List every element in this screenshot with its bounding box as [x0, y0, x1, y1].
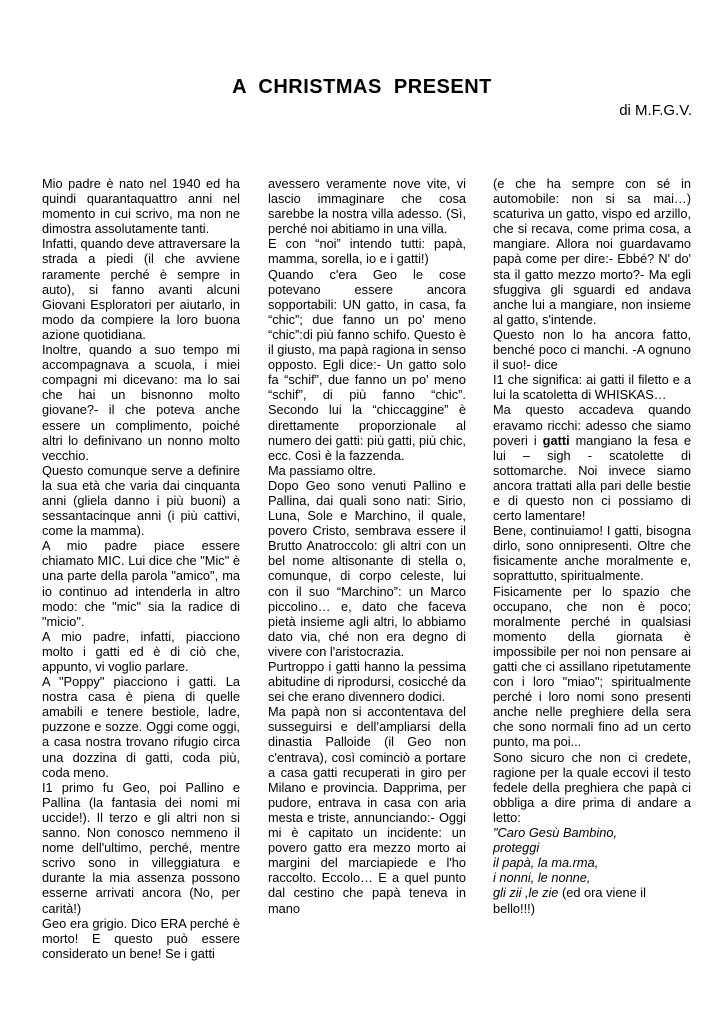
- author-byline: di M.F.G.V.: [619, 102, 692, 119]
- text-column-2: [268, 176, 466, 916]
- paragraph-end: mangiano la fesa e lui – sigh - scatolette di sottomarche. Noi invece siamo ancora trattati alla pari delle bestie e di questo non ci possiamo di certo lamentare!: [493, 432, 691, 524]
- paragraph: Infatti, quando deve attraversare la strada a piedi (il che avviene raramente perché è sempre in auto), si fanno avanti alcuni Giovani Esploratori per aiutarlo, in modo da compiere la loro buona azione quotidiana.: [42, 236, 240, 342]
- prayer-line: proteggi: [493, 840, 540, 856]
- prayer-line: gli zii ,le zie: [493, 885, 559, 901]
- paragraph: Dopo Geo sono venuti Pallino e Pallina, dai quali sono nati: Sirio, Luna, Sole e Marchino, il quale, povero Cristo, sembrava essere il Brutto Anatroccolo: gli altri con un bel nome altisonante di stella o, comunque, di corpo celeste, lui con il suo “Marchino”: un Marco piccolino… e, dato che faceva pietà insieme agli altri, lo abbiamo dato via, ché non era degno di vivere con l'aristocrazia.: [268, 477, 466, 659]
- paragraph: Questo comunque serve a definire la sua età che varia dai cinquanta anni (gliela danno i più buoni) a sessantacinque anni (i più cattivi, come la mamma).: [42, 462, 240, 539]
- bold-word: gatti: [542, 432, 570, 448]
- prayer-line: i nonni, le nonne,: [493, 870, 591, 886]
- paragraph: I1 che significa: ai gatti il filetto e a lui la scatoletta di WHISKAS…: [493, 372, 691, 403]
- paragraph: A "Poppy" piacciono i gatti. La nostra casa è piena di quelle amabili e tenere bestiole, ladre, puzzone e sozze. Oggi come oggi, a casa nostra trovano rifugio circa una dozzina di gatti, coda più, coda meno.: [42, 674, 240, 780]
- paragraph: [493, 402, 691, 523]
- paragraph: Questo non lo ha ancora fatto, benché poco ci manchi. -A ognuno il suo!- dice: [493, 326, 691, 373]
- text-column-1: [42, 176, 240, 961]
- paragraph: Ma passiamo oltre.: [268, 462, 377, 478]
- paragraph: Mio padre è nato nel 1940 ed ha quindi quarantaquattro anni nel momento in cui scrivo, ma non ne dimostra assolutamente tanti.: [42, 176, 240, 237]
- paragraph: (e che ha sempre con sé in automobile: non si sa mai…) scaturiva un gatto, vispo ed arzillo, che si recava, come prima cosa, a mangiare. Allora noi guardavamo papà come per dire:- Ebbé? N' do' sta il gatto mezzo morto?- Ma egli sfuggiva gli sguardi ed andava anche lui a mangiare, non insieme al gatto, s'intende.: [493, 176, 691, 327]
- paragraph: Geo era grigio. Dico ERA perché è morto! E questo può essere considerato un bene! Se i gatti: [42, 915, 240, 961]
- paragraph: Sono sicuro che non ci credete, ragione per la quale eccovi il testo fedele della preghiera che papà ci obbliga a dire prima di andare a letto:: [493, 749, 691, 825]
- paragraph: Bene, continuiamo! I gatti, bisogna dirlo, sono onnipresenti. Oltre che fisicamente anche moralmente e, soprattutto, spiritualmente.: [493, 523, 691, 584]
- paragraph: Inoltre, quando a suo tempo mi accompagnava a scuola, i miei compagni mi dicevano: ma lo sai che hai un bisnonno molto giovane?- il che poteva anche essere un complimento, poiché altri lo definivano un nonno molto vecchio.: [42, 342, 240, 463]
- paragraph: Quando c'era Geo le cose potevano essere ancora sopportabili: UN gatto, in casa, fa “chic”; due fanno un po' meno “chic”:di più fanno schifo. Questo è il giusto, ma papà ragiona in senso opposto. Egli dice:- Un gatto solo fa “schif”, due fanno un po' meno “schif”, di più fanno “chic”. Secondo lui la “chiccaggine” è direttamente proporzionale al numero dei gatti: più gatti, più chic, ecc. Così è la fazzenda.: [268, 266, 466, 463]
- paragraph: A mio padre, infatti, piacciono molto i gatti ed è di ciò che, appunto, vi voglio parlare.: [42, 628, 240, 674]
- prayer-line: il papà, la ma.rma,: [493, 855, 599, 871]
- paragraph: Fisicamente per lo spazio che occupano, che non è poco; moralmente perché in qualsiasi momento della giornata è impossibile per noi non pensare ai gatti che ci assillano ripetutamente con i loro "miao"; spiritualmente perché i loro nomi sono presenti anche nelle preghiere della sera che sono normali fino ad un certo punto, ma poi...: [493, 583, 691, 750]
- aside-text: (ed ora viene il bello!!!): [493, 885, 646, 916]
- prayer-line-with-aside: [493, 885, 691, 915]
- paragraph-start: Ma questo accadeva quando eravamo ricchi: adesso che siamo poveri i: [493, 402, 691, 448]
- paragraph: Purtroppo i gatti hanno la pessima abitudine di riprodursi, cosicché da sei che erano divennero dodici.: [268, 659, 466, 705]
- prayer-line: "Caro Gesù Bambino,: [493, 825, 618, 841]
- page-title: A CHRISTMAS PRESENT: [232, 76, 492, 98]
- paragraph: avessero veramente nove vite, vi lascio immaginare che cosa sarebbe la nostra villa adesso. (Sì, perché noi abitiamo in una villa.: [268, 176, 466, 237]
- paragraph: A mio padre piace essere chiamato MIC. Lui dice che "Mic" è una parte della parola "amico", ma io continuo ad intenderla in altro modo: che "mic" sia la radice di "micio".: [42, 538, 240, 629]
- paragraph: Ma papà non si accontentava del susseguirsi e dell’ampliarsi della dinastia Palloide (il Geo non c'entrava), così cominciò a portare a casa gatti recuperati in giro per Milano e provincia. Dapprima, per pudore, entrava in casa con aria mesta e triste, annunciando:- Oggi mi è capitato un incidente: un povero gatto era mezzo morto ai margini del marciapiede e l'ho raccolto. Eccolo… E a quel punto dal cestino che papà teneva in mano: [268, 704, 466, 916]
- paragraph: E con “noi” intendo tutti: papà, mamma, sorella, io e i gatti!): [268, 236, 466, 267]
- paragraph: I1 primo fu Geo, poi Pallino e Pallina (la fantasia dei nomi mi uccide!). Il terzo e gli altri non si sanno. Non conosco nemmeno il nome dell'ultimo, perché, mentre scrivo sono in villeggiatura e durante la mia assenza possono esserne arrivati ancora (No, per carità!): [42, 779, 240, 916]
- text-column-3: [493, 176, 691, 916]
